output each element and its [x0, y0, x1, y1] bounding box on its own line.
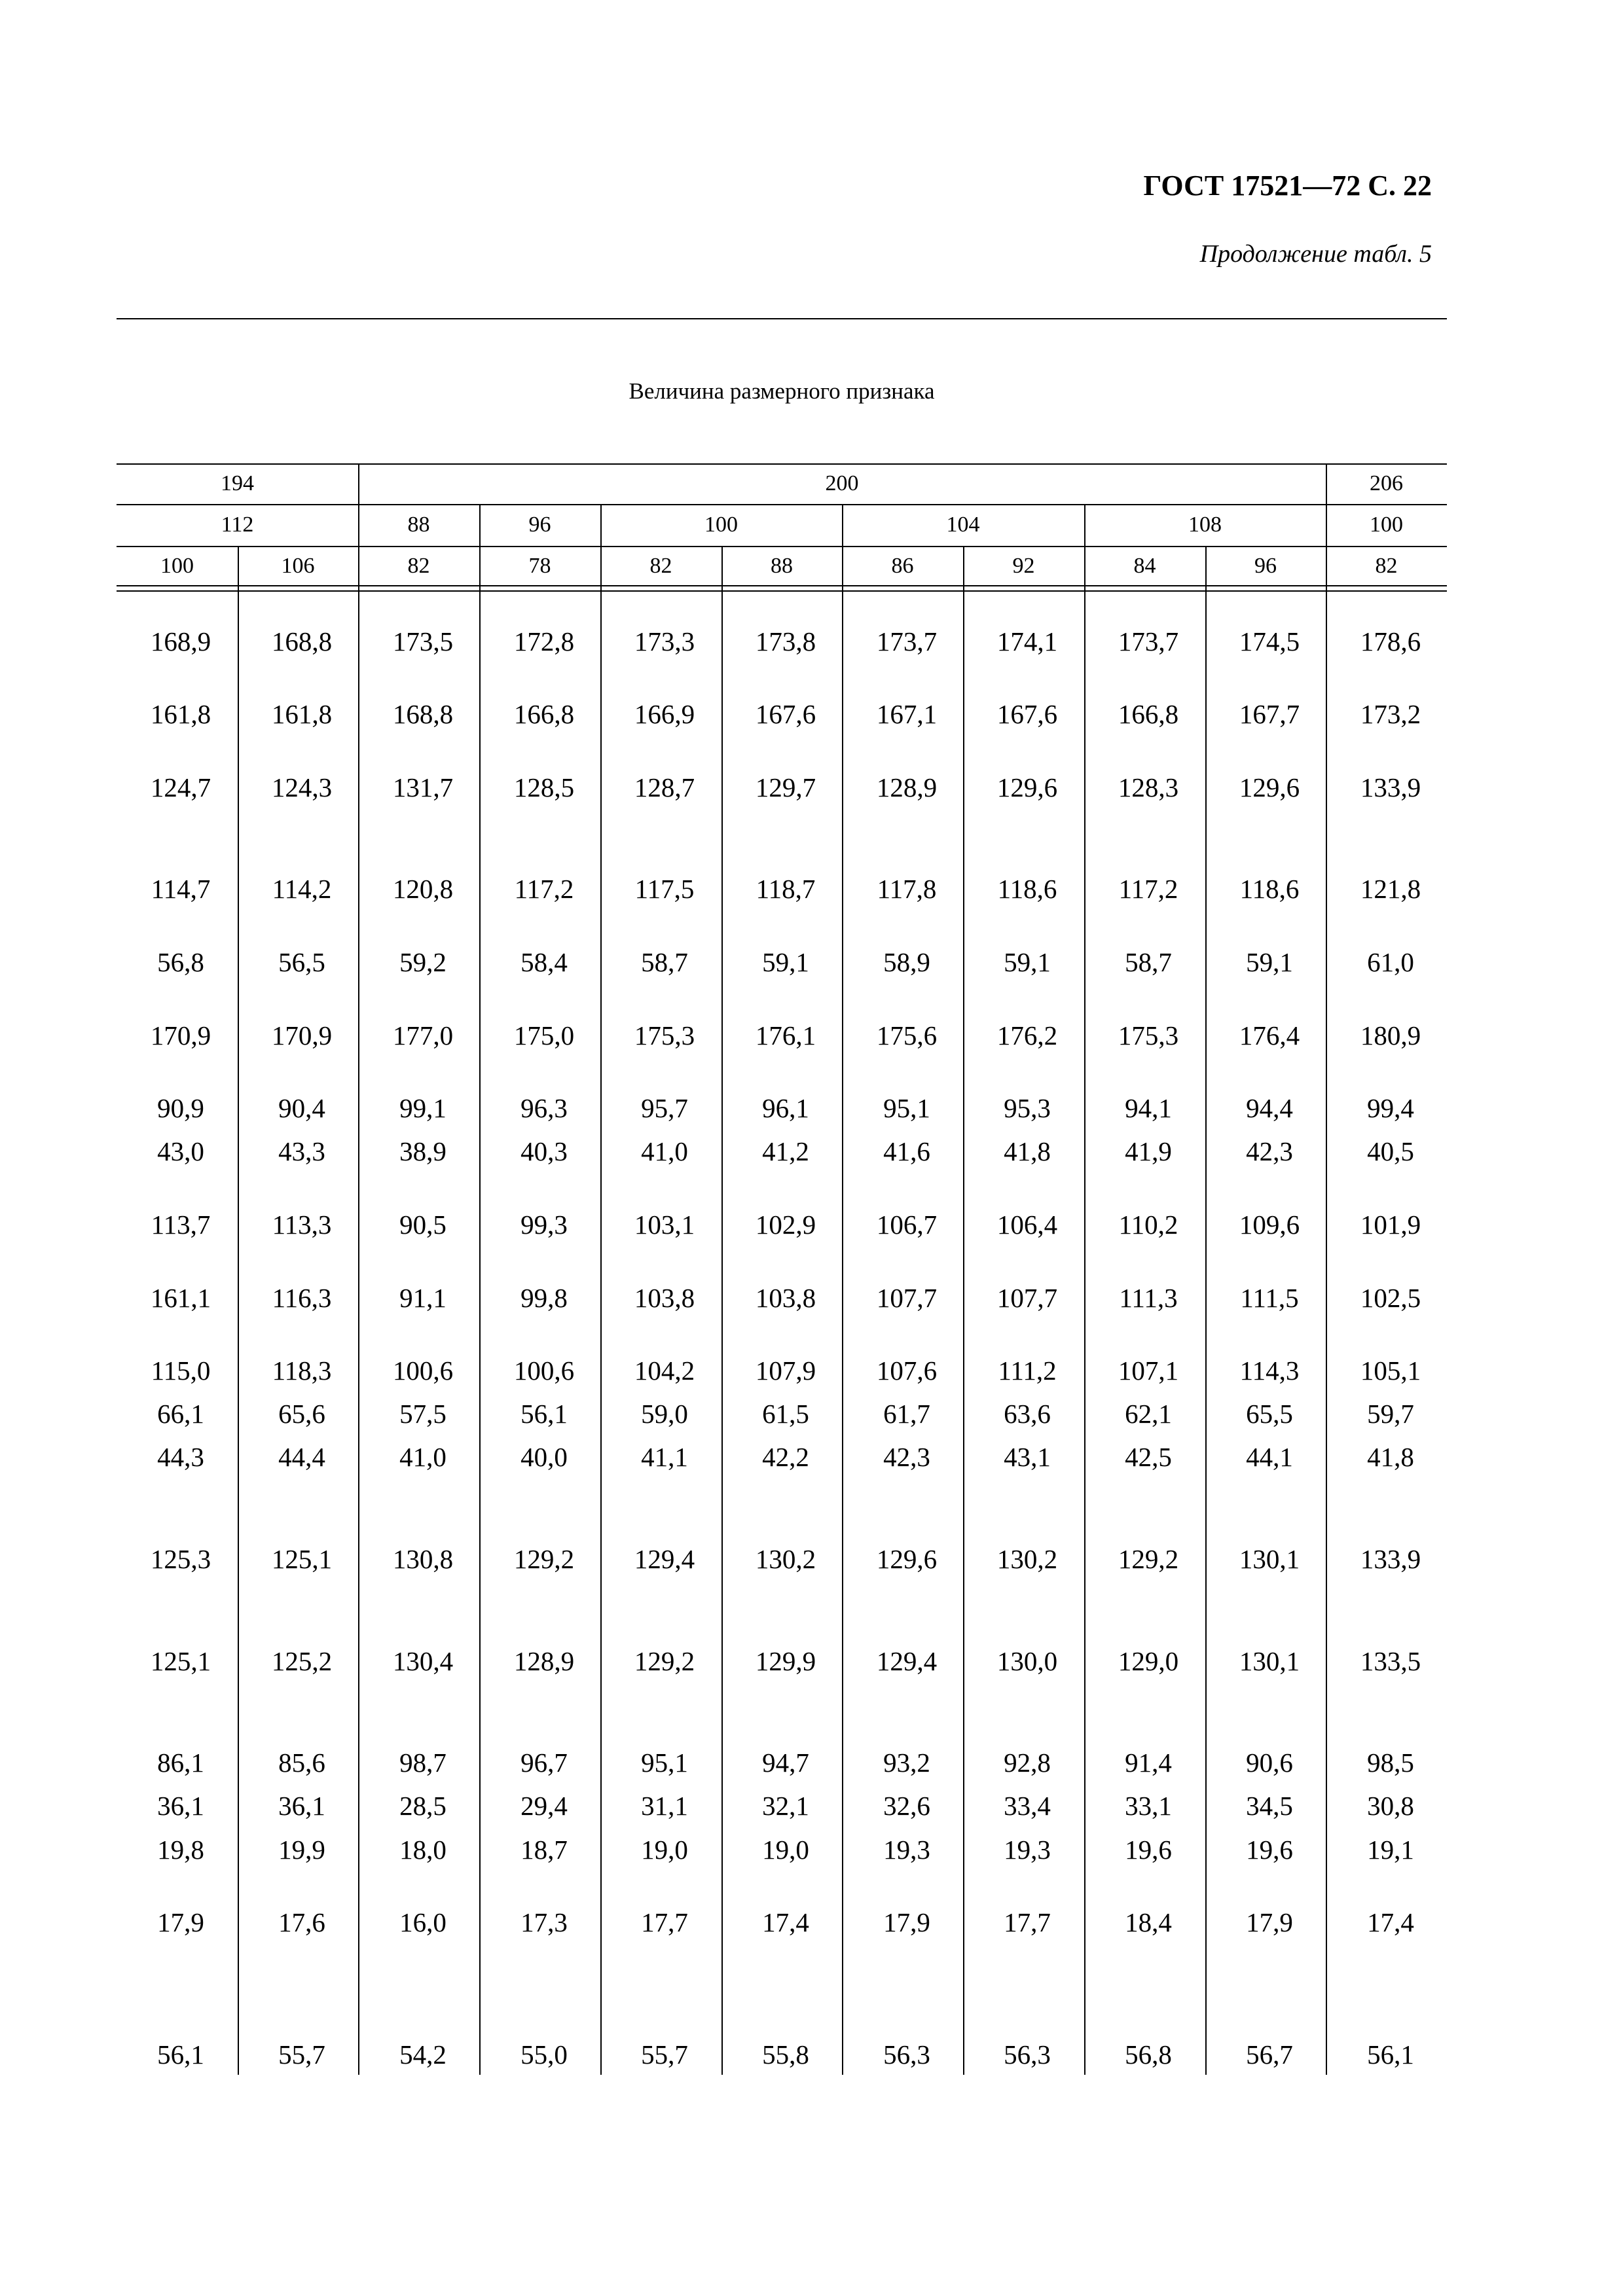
- column-rule: [600, 504, 602, 2075]
- table-cell: 94,4: [1246, 1093, 1293, 1123]
- table-cell: 18,7: [520, 1835, 568, 1865]
- table-cell: 41,8: [1004, 1136, 1051, 1166]
- table-cell: 55,7: [278, 2039, 325, 2070]
- table-cell: 59,0: [641, 1399, 688, 1429]
- table-cell: 32,6: [883, 1791, 930, 1821]
- table-cell: 19,1: [1367, 1835, 1414, 1865]
- table-cell: 43,1: [1004, 1442, 1051, 1472]
- header-cell: 100: [704, 512, 738, 537]
- column-rule: [1205, 546, 1207, 2075]
- table-cell: 98,5: [1367, 1748, 1414, 1778]
- table-cell: 100,6: [392, 1355, 454, 1386]
- table-cell: 129,2: [513, 1544, 575, 1574]
- table-cell: 102,9: [755, 1210, 816, 1240]
- table-cell: 103,1: [634, 1210, 695, 1240]
- table-cell: 168,8: [392, 699, 454, 729]
- header-cell: 92: [1012, 554, 1035, 578]
- table-cell: 90,5: [399, 1210, 447, 1240]
- table-cell: 113,3: [272, 1210, 332, 1240]
- table-cell: 17,6: [278, 1907, 325, 1937]
- table-cell: 59,7: [1367, 1399, 1414, 1429]
- header-cell: 200: [825, 471, 859, 495]
- table-cell: 41,9: [1125, 1136, 1172, 1166]
- table-cell: 118,7: [756, 874, 816, 904]
- table-cell: 19,9: [278, 1835, 325, 1865]
- table-cell: 129,6: [996, 772, 1058, 802]
- table-cell: 19,6: [1246, 1835, 1293, 1865]
- table-cell: 176,2: [996, 1020, 1058, 1050]
- table-cell: 56,7: [1246, 2039, 1293, 2070]
- table-cell: 111,5: [1240, 1283, 1299, 1313]
- table-cell: 56,3: [883, 2039, 930, 2070]
- table-cell: 128,3: [1118, 772, 1179, 802]
- table-cell: 125,1: [150, 1646, 211, 1676]
- column-rule: [1326, 463, 1327, 2075]
- table-cell: 167,7: [1239, 699, 1300, 729]
- table-cell: 170,9: [150, 1020, 211, 1050]
- table-cell: 107,1: [1118, 1355, 1179, 1386]
- table-cell: 114,3: [1239, 1355, 1300, 1386]
- table-cell: 103,8: [755, 1283, 816, 1313]
- table-cell: 175,3: [634, 1020, 695, 1050]
- table-cell: 130,1: [1239, 1544, 1300, 1574]
- column-rule: [479, 504, 481, 2075]
- table-rule: [117, 546, 1447, 547]
- table-cell: 129,6: [1239, 772, 1300, 802]
- table-cell: 17,7: [641, 1907, 688, 1937]
- table-cell: 114,2: [272, 874, 332, 904]
- table-cell: 41,0: [399, 1442, 447, 1472]
- column-rule: [238, 546, 239, 2075]
- header-cell: 108: [1188, 512, 1222, 537]
- table-cell: 111,3: [1119, 1283, 1178, 1313]
- table-cell: 128,5: [513, 772, 575, 802]
- table-cell: 34,5: [1246, 1791, 1293, 1821]
- table-cell: 102,5: [1360, 1283, 1421, 1313]
- table-cell: 175,6: [876, 1020, 938, 1050]
- table-cell: 129,2: [634, 1646, 695, 1676]
- table-cell: 175,0: [513, 1020, 575, 1050]
- table-cell: 41,2: [762, 1136, 809, 1166]
- table-cell: 17,4: [762, 1907, 809, 1937]
- table-cell: 59,2: [399, 947, 447, 977]
- table-cell: 175,3: [1118, 1020, 1179, 1050]
- table-cell: 95,1: [641, 1748, 688, 1778]
- table-continuation-note: Продолжение табл. 5: [1199, 240, 1432, 268]
- table-cell: 41,6: [883, 1136, 930, 1166]
- table-cell: 18,0: [399, 1835, 447, 1865]
- table-cell: 55,7: [641, 2039, 688, 2070]
- table-cell: 42,5: [1125, 1442, 1172, 1472]
- table-cell: 58,9: [883, 947, 930, 977]
- table-cell: 55,8: [762, 2039, 809, 2070]
- table-cell: 99,1: [399, 1093, 447, 1123]
- header-cell: 100: [1370, 512, 1403, 537]
- document-id: ГОСТ 17521—72 С. 22: [1143, 170, 1432, 202]
- table-cell: 129,0: [1118, 1646, 1179, 1676]
- table-cell: 65,5: [1246, 1399, 1293, 1429]
- table-cell: 94,7: [762, 1748, 809, 1778]
- table-rule: [117, 590, 1447, 592]
- table-cell: 31,1: [641, 1791, 688, 1821]
- table-cell: 129,6: [876, 1544, 938, 1574]
- table-cell: 59,1: [762, 947, 809, 977]
- table-cell: 95,3: [1004, 1093, 1051, 1123]
- table-cell: 63,6: [1004, 1399, 1051, 1429]
- table-cell: 41,1: [641, 1442, 688, 1472]
- table-cell: 96,3: [520, 1093, 568, 1123]
- table-cell: 65,6: [278, 1399, 325, 1429]
- table-cell: 173,7: [876, 626, 938, 656]
- header-cell: 82: [649, 554, 672, 578]
- table-cell: 114,7: [151, 874, 211, 904]
- table-cell: 92,8: [1004, 1748, 1051, 1778]
- table-cell: 173,5: [392, 626, 454, 656]
- header-cell: 88: [771, 554, 793, 578]
- table-cell: 133,9: [1360, 1544, 1421, 1574]
- table-cell: 56,3: [1004, 2039, 1051, 2070]
- table-cell: 86,1: [157, 1748, 204, 1778]
- table-cell: 58,7: [1125, 947, 1172, 977]
- column-rule: [963, 546, 964, 2075]
- table-cell: 111,2: [998, 1355, 1057, 1386]
- table-cell: 56,1: [520, 1399, 568, 1429]
- table-cell: 42,2: [762, 1442, 809, 1472]
- table-cell: 113,7: [151, 1210, 211, 1240]
- table-cell: 19,0: [762, 1835, 809, 1865]
- table-cell: 128,9: [513, 1646, 575, 1676]
- table-cell: 121,8: [1360, 874, 1421, 904]
- table-cell: 44,1: [1246, 1442, 1293, 1472]
- table-cell: 128,9: [876, 772, 938, 802]
- table-cell: 168,9: [150, 626, 211, 656]
- table-cell: 19,3: [1004, 1835, 1051, 1865]
- table-cell: 167,1: [876, 699, 938, 729]
- table-cell: 174,1: [996, 626, 1058, 656]
- table-cell: 42,3: [1246, 1136, 1293, 1166]
- table-cell: 99,3: [520, 1210, 568, 1240]
- table-cell: 173,7: [1118, 626, 1179, 656]
- table-cell: 115,0: [151, 1355, 211, 1386]
- table-cell: 90,9: [157, 1093, 204, 1123]
- table-cell: 19,3: [883, 1835, 930, 1865]
- table-cell: 172,8: [513, 626, 575, 656]
- table-cell: 176,4: [1239, 1020, 1300, 1050]
- table-cell: 174,5: [1239, 626, 1300, 656]
- table-cell: 161,8: [271, 699, 333, 729]
- table-cell: 43,3: [278, 1136, 325, 1166]
- table-cell: 107,7: [876, 1283, 938, 1313]
- table-cell: 117,2: [514, 874, 574, 904]
- table-cell: 32,1: [762, 1791, 809, 1821]
- table-cell: 129,9: [755, 1646, 816, 1676]
- table-cell: 106,4: [996, 1210, 1058, 1240]
- table-cell: 61,0: [1367, 947, 1414, 977]
- table-cell: 33,1: [1125, 1791, 1172, 1821]
- table-cell: 41,8: [1367, 1442, 1414, 1472]
- table-cell: 166,9: [634, 699, 695, 729]
- table-cell: 19,6: [1125, 1835, 1172, 1865]
- table-cell: 99,4: [1367, 1093, 1414, 1123]
- header-cell: 104: [946, 512, 980, 537]
- table-cell: 105,1: [1360, 1355, 1421, 1386]
- table-cell: 19,8: [157, 1835, 204, 1865]
- table-cell: 125,2: [271, 1646, 333, 1676]
- table-cell: 96,7: [520, 1748, 568, 1778]
- table-cell: 133,9: [1360, 772, 1421, 802]
- table-cell: 40,0: [520, 1442, 568, 1472]
- table-cell: 131,7: [392, 772, 454, 802]
- table-cell: 166,8: [513, 699, 575, 729]
- header-cell: 88: [407, 512, 430, 537]
- table-cell: 104,2: [634, 1355, 695, 1386]
- table-cell: 124,3: [271, 772, 333, 802]
- table-cell: 56,1: [157, 2039, 204, 2070]
- table-cell: 61,7: [883, 1399, 930, 1429]
- table-cell: 130,4: [392, 1646, 454, 1676]
- table-cell: 106,7: [876, 1210, 938, 1240]
- table-cell: 43,0: [157, 1136, 204, 1166]
- table-cell: 98,7: [399, 1748, 447, 1778]
- header-cell: 96: [1254, 554, 1277, 578]
- table-cell: 55,0: [520, 2039, 568, 2070]
- table-cell: 56,5: [278, 947, 325, 977]
- table-cell: 56,8: [157, 947, 204, 977]
- table-cell: 110,2: [1118, 1210, 1178, 1240]
- table-cell: 130,0: [996, 1646, 1058, 1676]
- table-cell: 120,8: [392, 874, 454, 904]
- table-cell: 125,1: [271, 1544, 333, 1574]
- table-cell: 130,2: [996, 1544, 1058, 1574]
- header-cell: 206: [1370, 471, 1403, 495]
- table-cell: 103,8: [634, 1283, 695, 1313]
- table-cell: 66,1: [157, 1399, 204, 1429]
- table-cell: 38,9: [399, 1136, 447, 1166]
- table-cell: 117,8: [877, 874, 937, 904]
- table-cell: 118,6: [997, 874, 1057, 904]
- table-cell: 101,9: [1360, 1210, 1421, 1240]
- table-cell: 161,8: [150, 699, 211, 729]
- table-cell: 96,1: [762, 1093, 809, 1123]
- table-cell: 40,3: [520, 1136, 568, 1166]
- table-cell: 41,0: [641, 1136, 688, 1166]
- table-cell: 95,1: [883, 1093, 930, 1123]
- table-cell: 130,8: [392, 1544, 454, 1574]
- table-cell: 167,6: [755, 699, 816, 729]
- table-cell: 16,0: [399, 1907, 447, 1937]
- table-rule: [117, 585, 1447, 586]
- table-cell: 166,8: [1118, 699, 1179, 729]
- header-cell: 96: [528, 512, 551, 537]
- table-cell: 130,1: [1239, 1646, 1300, 1676]
- table-cell: 19,0: [641, 1835, 688, 1865]
- table-cell: 130,2: [755, 1544, 816, 1574]
- table-cell: 93,2: [883, 1748, 930, 1778]
- table-cell: 167,6: [996, 699, 1058, 729]
- table-cell: 99,8: [520, 1283, 568, 1313]
- table-cell: 91,4: [1125, 1748, 1172, 1778]
- table-cell: 30,8: [1367, 1791, 1414, 1821]
- table-cell: 129,4: [634, 1544, 695, 1574]
- header-cell: 106: [281, 554, 315, 578]
- table-cell: 176,1: [755, 1020, 816, 1050]
- table-cell: 57,5: [399, 1399, 447, 1429]
- table-caption: Величина размерного признака: [629, 378, 935, 404]
- table-cell: 109,6: [1239, 1210, 1300, 1240]
- table-cell: 40,5: [1367, 1136, 1414, 1166]
- table-cell: 36,1: [278, 1791, 325, 1821]
- table-cell: 94,1: [1125, 1093, 1172, 1123]
- table-cell: 17,9: [157, 1907, 204, 1937]
- header-cell: 100: [160, 554, 194, 578]
- table-cell: 129,2: [1118, 1544, 1179, 1574]
- table-cell: 117,5: [634, 874, 695, 904]
- header-cell: 86: [891, 554, 914, 578]
- table-cell: 17,9: [1246, 1907, 1293, 1937]
- column-rule: [721, 546, 723, 2075]
- table-cell: 90,6: [1246, 1748, 1293, 1778]
- table-cell: 100,6: [513, 1355, 575, 1386]
- table-rule: [117, 504, 1447, 505]
- table-cell: 116,3: [272, 1283, 332, 1313]
- table-cell: 161,1: [150, 1283, 211, 1313]
- table-cell: 54,2: [399, 2039, 447, 2070]
- table-cell: 168,8: [271, 626, 333, 656]
- table-cell: 118,3: [272, 1355, 332, 1386]
- table-rule: [117, 463, 1447, 465]
- table-cell: 95,7: [641, 1093, 688, 1123]
- table-cell: 56,8: [1125, 2039, 1172, 2070]
- table-cell: 59,1: [1246, 947, 1293, 977]
- table-cell: 44,3: [157, 1442, 204, 1472]
- header-cell: 194: [221, 471, 254, 495]
- table-cell: 85,6: [278, 1748, 325, 1778]
- header-cell: 84: [1133, 554, 1156, 578]
- table-cell: 91,1: [399, 1283, 447, 1313]
- table-cell: 28,5: [399, 1791, 447, 1821]
- table-cell: 129,4: [876, 1646, 938, 1676]
- column-rule: [358, 463, 359, 2075]
- table-cell: 90,4: [278, 1093, 325, 1123]
- table-cell: 56,1: [1367, 2039, 1414, 2070]
- table-cell: 129,7: [755, 772, 816, 802]
- table-cell: 178,6: [1360, 626, 1421, 656]
- table-cell: 62,1: [1125, 1399, 1172, 1429]
- table-cell: 170,9: [271, 1020, 333, 1050]
- column-rule: [1084, 504, 1085, 2075]
- header-cell: 78: [528, 554, 551, 578]
- table-cell: 58,4: [520, 947, 568, 977]
- table-cell: 124,7: [150, 772, 211, 802]
- table-cell: 173,8: [755, 626, 816, 656]
- table-cell: 17,3: [520, 1907, 568, 1937]
- table-cell: 58,7: [641, 947, 688, 977]
- header-cell: 82: [1375, 554, 1398, 578]
- table-cell: 44,4: [278, 1442, 325, 1472]
- table-cell: 128,7: [634, 772, 695, 802]
- table-cell: 173,3: [634, 626, 695, 656]
- table-cell: 118,6: [1239, 874, 1300, 904]
- table-cell: 177,0: [392, 1020, 454, 1050]
- column-rule: [842, 504, 843, 2075]
- table-cell: 117,2: [1118, 874, 1178, 904]
- table-cell: 107,9: [755, 1355, 816, 1386]
- table-cell: 42,3: [883, 1442, 930, 1472]
- table-cell: 36,1: [157, 1791, 204, 1821]
- table-cell: 180,9: [1360, 1020, 1421, 1050]
- table-cell: 61,5: [762, 1399, 809, 1429]
- table-cell: 59,1: [1004, 947, 1051, 977]
- header-cell: 112: [221, 512, 254, 537]
- table-cell: 125,3: [150, 1544, 211, 1574]
- table-cell: 17,7: [1004, 1907, 1051, 1937]
- table-cell: 107,6: [876, 1355, 938, 1386]
- table-cell: 33,4: [1004, 1791, 1051, 1821]
- header-cell: 82: [407, 554, 430, 578]
- table-cell: 17,4: [1367, 1907, 1414, 1937]
- table-cell: 29,4: [520, 1791, 568, 1821]
- table-cell: 17,9: [883, 1907, 930, 1937]
- table-cell: 18,4: [1125, 1907, 1172, 1937]
- table-cell: 173,2: [1360, 699, 1421, 729]
- table-cell: 107,7: [996, 1283, 1058, 1313]
- table-cell: 133,5: [1360, 1646, 1421, 1676]
